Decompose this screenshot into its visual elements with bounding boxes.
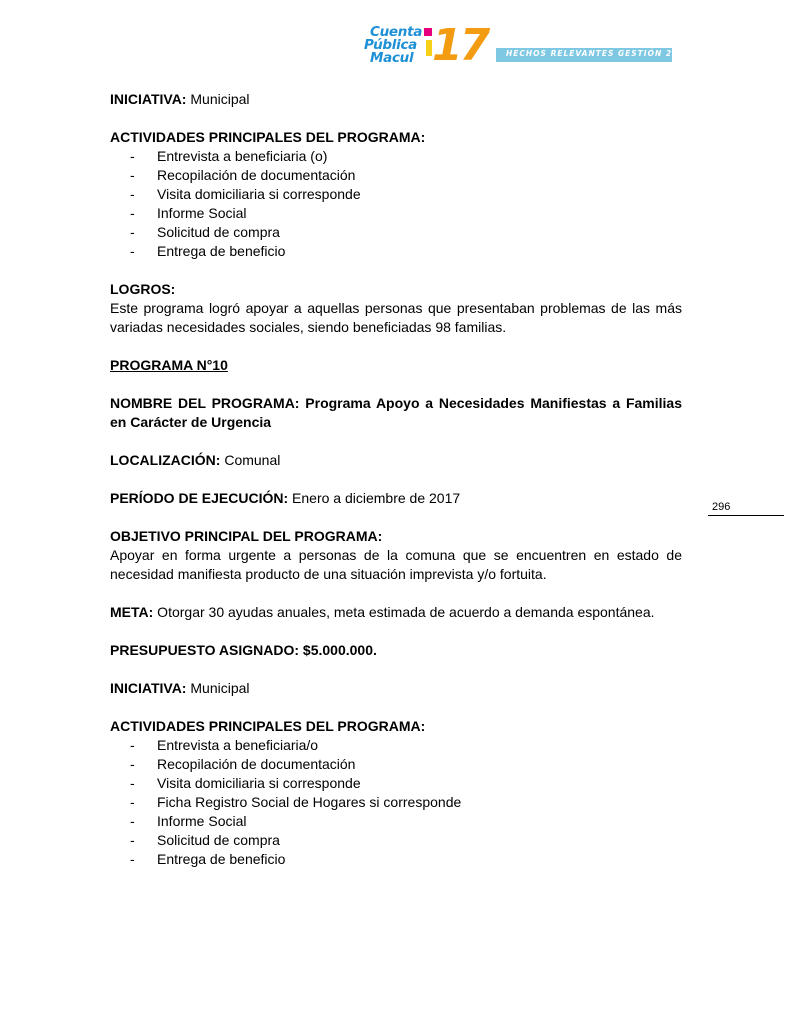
iniciativa-value-2: Municipal: [186, 680, 250, 696]
list-item: - Entrega de beneficio: [110, 850, 682, 869]
meta-value: Otorgar 30 ayudas anuales, meta estimada de acuerdo a demanda espontánea.: [153, 604, 655, 620]
list-item: - Solicitud de compra: [110, 223, 682, 242]
logo-line-2: Pública: [364, 37, 417, 53]
iniciativa-label-2: INICIATIVA:: [110, 680, 187, 696]
periodo-label: PERÍODO DE EJECUCIÓN:: [110, 490, 289, 506]
logros-text: Este programa logró apoyar a aquellas personas que presentaban problemas de las más variadas necesidades sociales, siendo beneficiadas 98 familias.: [110, 300, 682, 335]
iniciativa-line: [110, 90, 682, 109]
iniciativa-line-2: [110, 679, 682, 698]
cuenta-publica-logo: [364, 20, 691, 71]
logo-banner-text: HECHOS RELEVANTES GESTIÓN 2017: [506, 49, 691, 58]
localizacion-line: [110, 451, 682, 470]
document-body: [110, 90, 682, 869]
page-number: 296: [712, 501, 731, 513]
list-item: - Ficha Registro Social de Hogares si corresponde: [110, 793, 682, 812]
objetivo-text: Apoyar en forma urgente a personas de la comuna que se encuentren en estado de necesidad manifiesta producto de una situación imprevista y/o fortuita.: [110, 547, 682, 582]
periodo-line: [110, 489, 682, 508]
page-number-rule: [708, 515, 784, 516]
list-item: - Visita domiciliaria si corresponde: [110, 774, 682, 793]
logo-line-3: Macul: [370, 50, 414, 66]
list-item: - Entrega de beneficio: [110, 242, 682, 261]
nombre-programa: [110, 394, 682, 432]
list-item: - Visita domiciliaria si corresponde: [110, 185, 682, 204]
nombre-value: Programa Apoyo a Necesidades Manifiestas a Familias en Carácter de Urgencia: [110, 395, 682, 430]
iniciativa-value: Municipal: [186, 91, 250, 107]
logros-heading: LOGROS:: [110, 281, 176, 297]
meta-line: [110, 603, 682, 622]
actividades-heading-2: ACTIVIDADES PRINCIPALES DEL PROGRAMA:: [110, 718, 426, 734]
localizacion-value: Comunal: [220, 452, 281, 468]
list-item: - Entrevista a beneficiaria (o): [110, 147, 682, 166]
meta-label: META:: [110, 604, 154, 620]
actividades-heading: ACTIVIDADES PRINCIPALES DEL PROGRAMA:: [110, 129, 426, 145]
list-item: - Informe Social: [110, 812, 682, 831]
programa-title: PROGRAMA N°10: [110, 357, 228, 373]
list-item: - Recopilación de documentación: [110, 166, 682, 185]
presupuesto-line: PRESUPUESTO ASIGNADO: $5.000.000.: [110, 642, 377, 658]
periodo-value: Enero a diciembre de 2017: [288, 490, 461, 506]
logo-number: 17: [432, 20, 488, 71]
nombre-label: NOMBRE DEL PROGRAMA:: [110, 395, 300, 411]
logo-banner: [496, 48, 691, 62]
list-item: - Entrevista a beneficiaria/o: [110, 736, 682, 755]
actividades-list: [110, 147, 682, 261]
list-item: - Informe Social: [110, 204, 682, 223]
localizacion-label: LOCALIZACIÓN:: [110, 452, 221, 468]
objetivo-heading: OBJETIVO PRINCIPAL DEL PROGRAMA:: [110, 528, 383, 544]
actividades-list-2: [110, 736, 682, 869]
list-item: - Solicitud de compra: [110, 831, 682, 850]
iniciativa-label: INICIATIVA:: [110, 91, 187, 107]
logo-plus-icon: [424, 28, 432, 36]
list-item: - Recopilación de documentación: [110, 755, 682, 774]
logo-line-1: Cuenta: [370, 24, 423, 40]
